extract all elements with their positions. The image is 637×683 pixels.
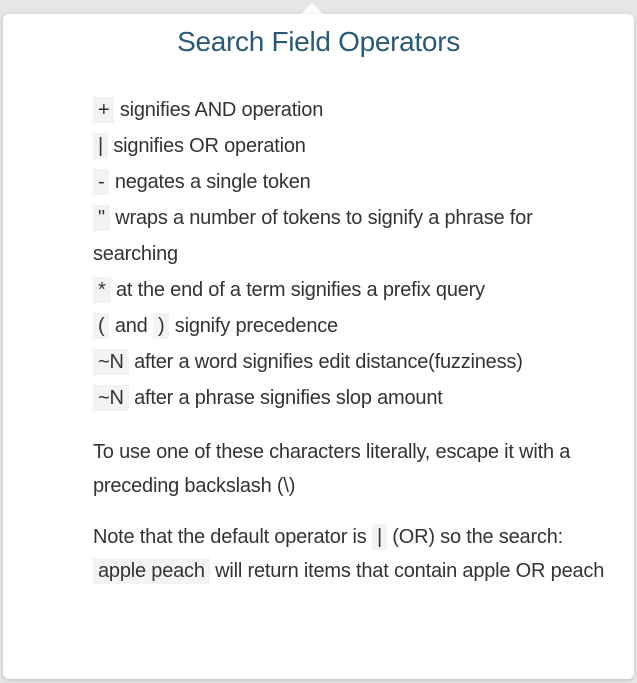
operator-symbol: + (93, 97, 114, 123)
default-note-suffix: will return items that contain apple OR peach (215, 560, 605, 582)
operator-connector: and (114, 315, 148, 337)
default-operator-note (93, 520, 613, 588)
operator-and-line (93, 92, 613, 128)
operator-symbol: ~N (93, 385, 129, 411)
default-note-middle: (OR) so the search: (392, 526, 563, 548)
operator-negate-line (93, 164, 613, 200)
search-operators-popover (3, 14, 634, 679)
operator-phrase-line (93, 200, 613, 272)
operator-symbol: | (93, 133, 108, 159)
search-example: apple peach (93, 558, 210, 584)
operator-slop-line (93, 380, 613, 416)
operator-description: at the end of a term signifies a prefix query (115, 279, 485, 301)
operator-fuzziness-line (93, 344, 613, 380)
operator-symbol: * (93, 277, 111, 303)
default-note-prefix: Note that the default operator is (93, 526, 367, 548)
operator-description: wraps a number of tokens to signify a phrase for searching (93, 207, 533, 265)
operator-description: negates a single token (114, 171, 311, 193)
operator-symbol: " (93, 205, 110, 231)
operator-description: signify precedence (174, 315, 338, 337)
operator-symbol-close: ) (153, 313, 169, 339)
operator-description: signifies OR operation (113, 135, 306, 157)
default-operator-symbol: | (372, 524, 387, 550)
operator-description: after a phrase signifies slop amount (134, 387, 443, 409)
operator-symbol: - (93, 169, 109, 195)
operator-description: after a word signifies edit distance(fuzziness) (134, 351, 523, 373)
operator-prefix-line (93, 272, 613, 308)
operator-symbol-open: ( (93, 313, 109, 339)
operator-or-line (93, 128, 613, 164)
popover-title: Search Field Operators (177, 26, 460, 57)
operators-help-content (93, 92, 613, 588)
operator-precedence-line (93, 308, 613, 344)
operator-symbol: ~N (93, 349, 129, 375)
escape-note: To use one of these characters literally, escape it with a preceding backslash (\) (93, 441, 571, 497)
operator-description: signifies AND operation (119, 99, 324, 121)
